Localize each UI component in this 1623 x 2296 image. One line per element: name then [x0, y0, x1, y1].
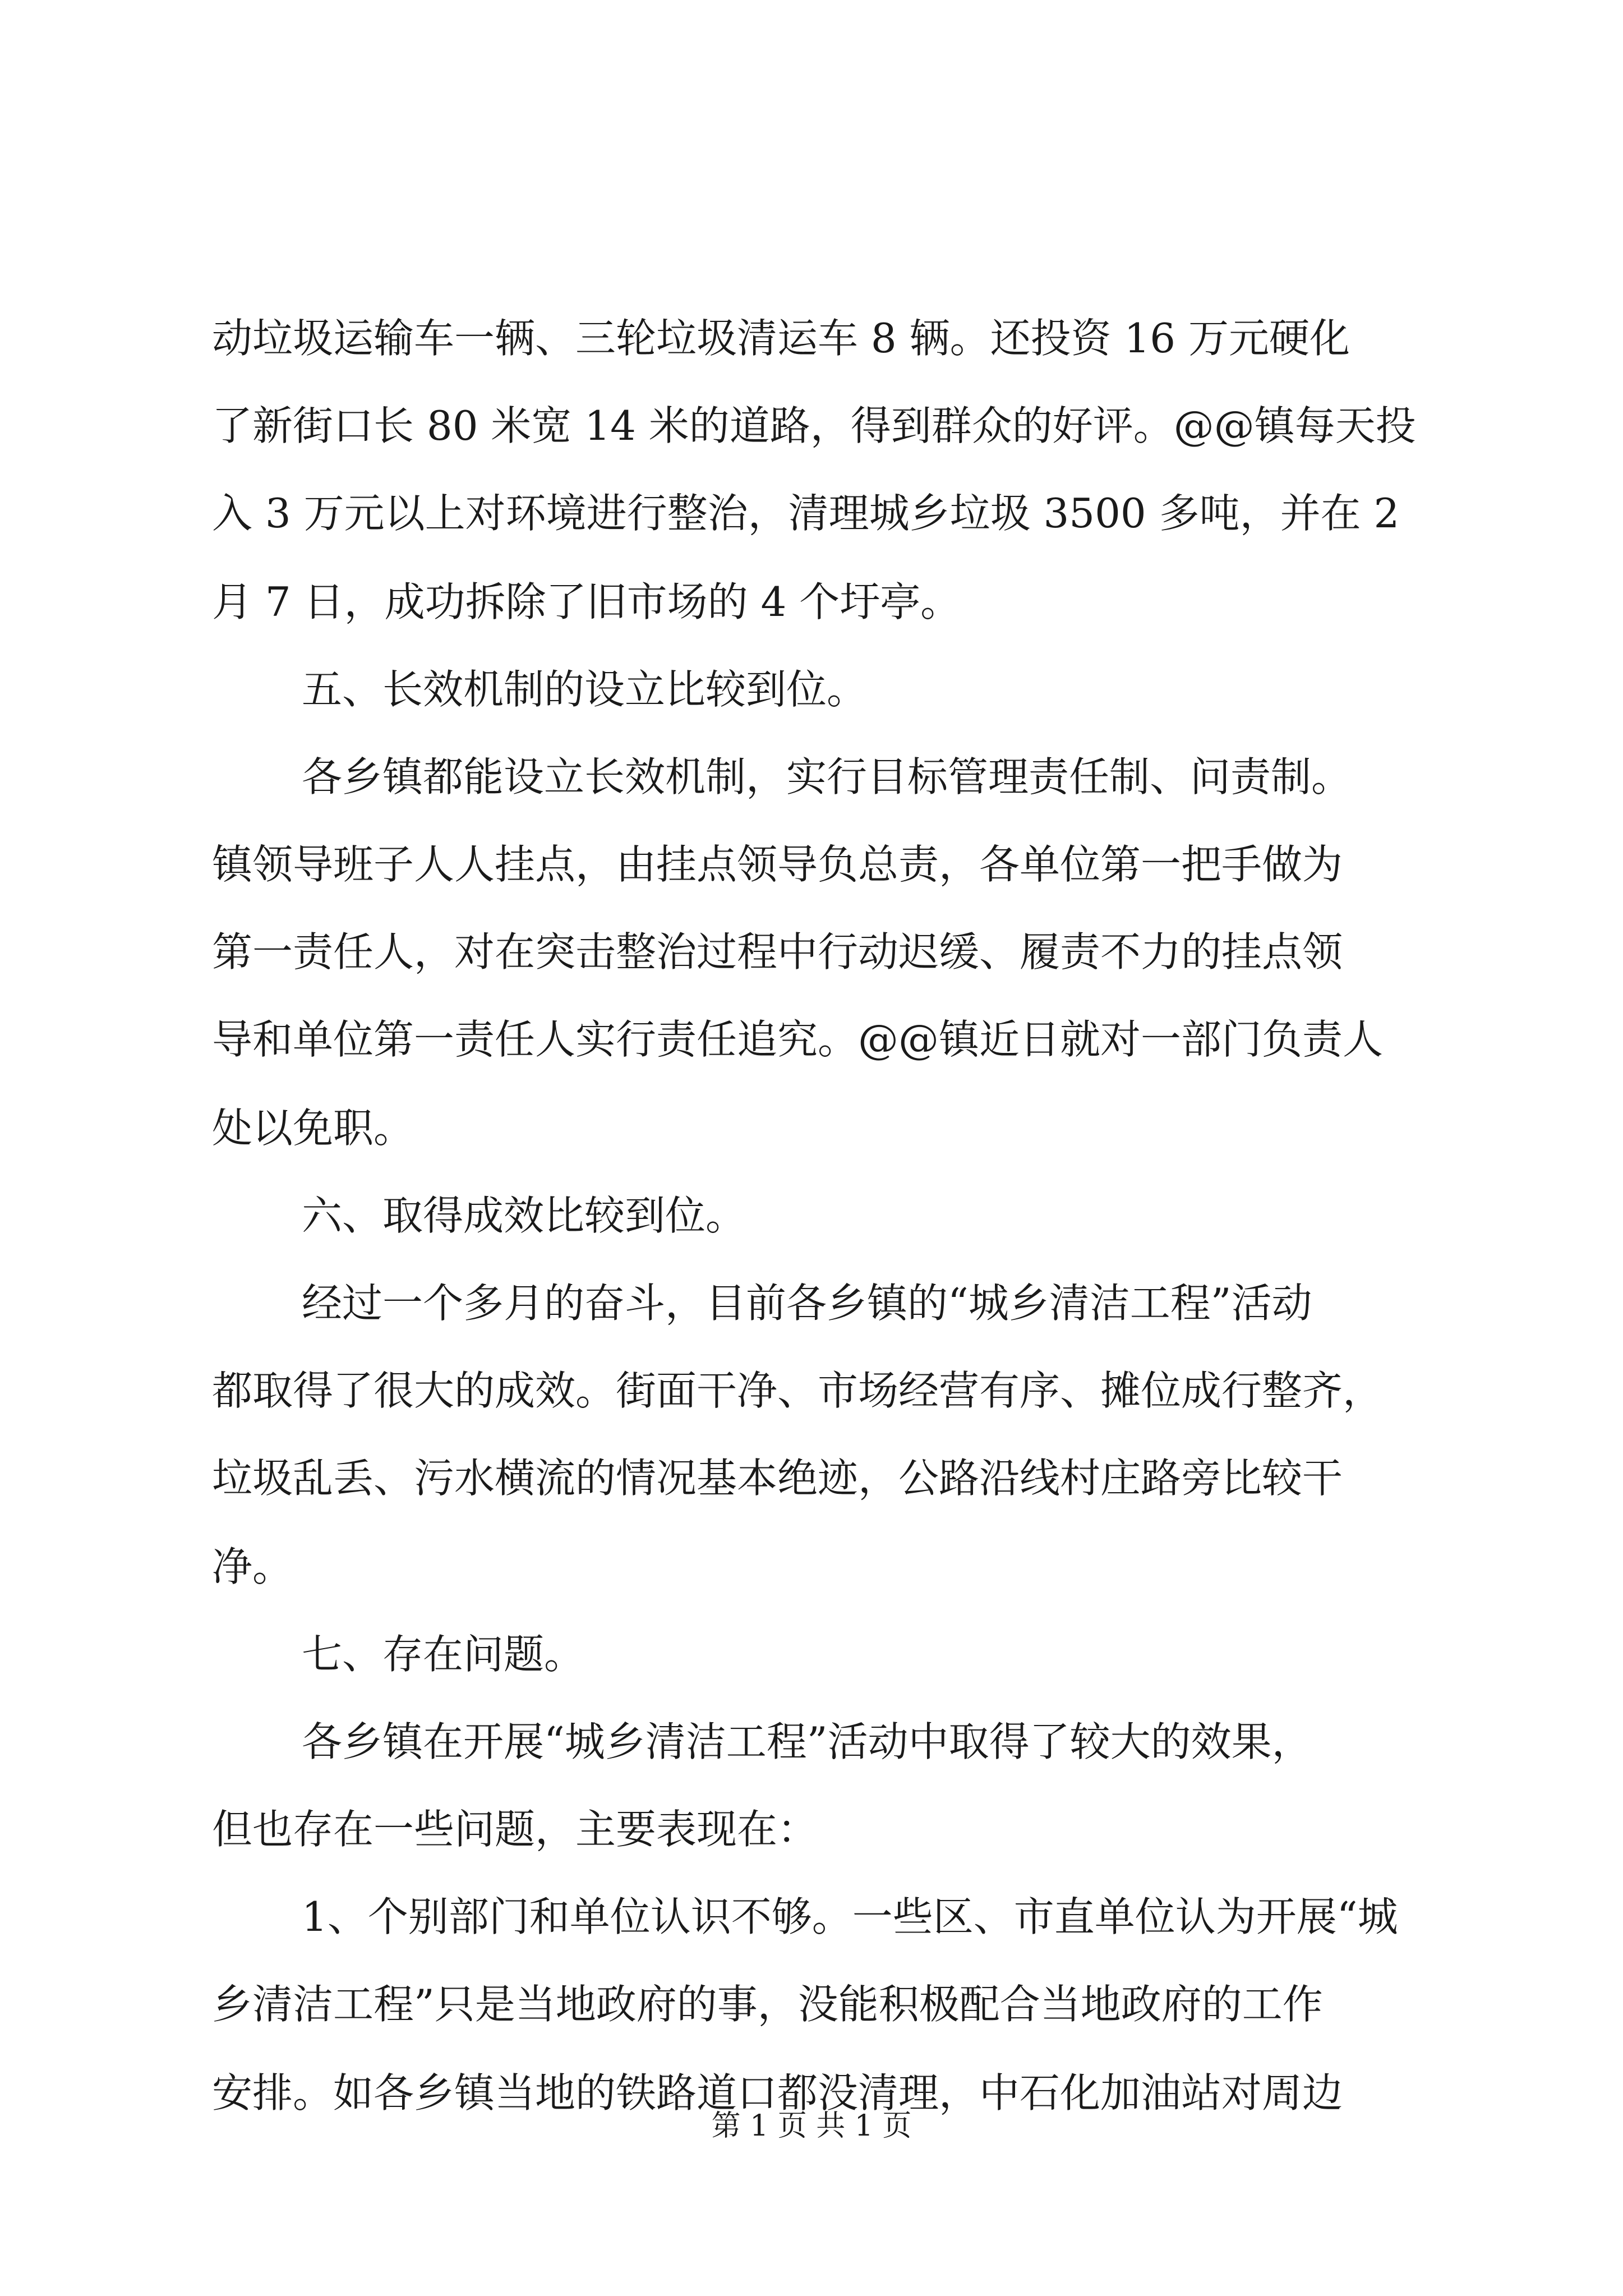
- text-line: 第一责任人，对在突击整治过程中行动迟缓、履责不力的挂点领: [212, 928, 1343, 976]
- text-line: 各乡镇在开展“城乡清洁工程”活动中取得了较大的效果，: [302, 1718, 1312, 1765]
- text-line: 镇领导班子人人挂点，由挂点领导负总责，各单位第一把手做为: [212, 841, 1343, 888]
- text-line: 垃圾乱丢、污水横流的情况基本绝迹，公路沿线村庄路旁比较干: [212, 1455, 1343, 1502]
- text-line: 乡清洁工程”只是当地政府的事，没能积极配合当地政府的工作: [212, 1981, 1323, 2028]
- text-line: 但也存在一些问题，主要表现在：: [212, 1806, 818, 1853]
- text-line: 经过一个多月的奋斗，目前各乡镇的“城乡清洁工程”活动: [302, 1280, 1312, 1327]
- section-heading: 六、取得成效比较到位。: [302, 1192, 746, 1239]
- text-line: 安排。如各乡镇当地的铁路道口都没清理，中石化加油站对周边: [212, 2069, 1343, 2116]
- text-line: 动垃圾运输车一辆、三轮垃圾清运车 8 辆。还投资 16 万元硬化: [212, 315, 1350, 362]
- text-line: 处以免职。: [212, 1105, 414, 1152]
- text-line: 1、个别部门和单位认识不够。一些区、市直单位认为开展“城: [302, 1893, 1398, 1940]
- text-line: 都取得了很大的成效。街面干净、市场经营有序、摊位成行整齐，: [212, 1367, 1384, 1414]
- section-heading: 五、长效机制的设立比较到位。: [302, 666, 868, 713]
- text-line: 各乡镇都能设立长效机制，实行目标管理责任制、问责制。: [302, 753, 1352, 800]
- text-line: 月 7 日，成功拆除了旧市场的 4 个圩亭。: [212, 578, 961, 625]
- page-number-footer: 第 1 页 共 1 页: [711, 2109, 912, 2143]
- text-line: 净。: [212, 1543, 293, 1590]
- text-line: 了新街口长 80 米宽 14 米的道路，得到群众的好评。@@镇每天投: [212, 402, 1416, 449]
- section-heading: 七、存在问题。: [302, 1631, 585, 1678]
- text-line: 导和单位第一责任人实行责任追究。@@镇近日就对一部门负责人: [212, 1016, 1384, 1063]
- text-line: 入 3 万元以上对环境进行整治，清理城乡垃圾 3500 多吨，并在 2: [212, 490, 1400, 537]
